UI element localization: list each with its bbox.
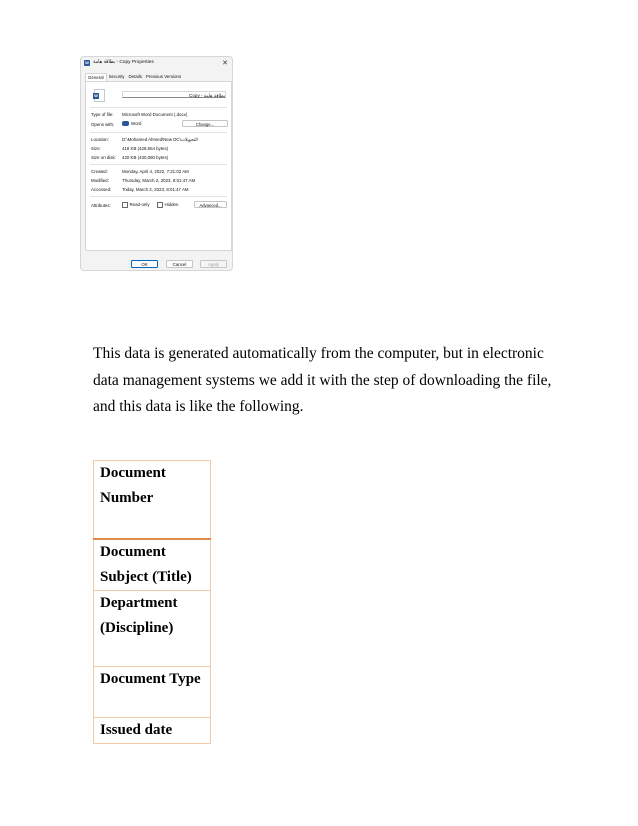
accessed-label: Accessed:: [91, 187, 112, 192]
table-row: [94, 666, 211, 717]
size-on-disk-value: 420 KB (430,080 bytes): [122, 155, 169, 160]
type-of-file-label: Type of file:: [91, 112, 114, 117]
size-label: Size:: [91, 146, 101, 151]
table-cell: Document Number: [94, 461, 211, 539]
attributes-label: Attributes:: [91, 203, 111, 208]
table-cell: Document Type: [94, 666, 211, 717]
location-label: Location:: [91, 137, 109, 142]
table-row: [94, 590, 211, 666]
location-value: D:\Mohamed Ahmed\New DC\التحويلات: [122, 137, 198, 142]
ok-button[interactable]: OK: [131, 260, 158, 268]
table-row: [94, 717, 211, 743]
tab-general[interactable]: General: [85, 73, 107, 81]
close-icon[interactable]: ✕: [222, 59, 228, 67]
file-name-input[interactable]: بطاقة هامة - Copy: [122, 91, 226, 98]
table-cell: Issued date: [94, 717, 211, 743]
opens-with-value: [122, 121, 141, 126]
table-row: [94, 461, 211, 539]
created-value: Monday, April 4, 2022, 7:21:02 AM: [122, 169, 189, 174]
apply-button[interactable]: Apply: [200, 260, 227, 268]
file-properties-dialog: [80, 56, 233, 271]
document-metadata-table: [93, 460, 211, 744]
body-paragraph: This data is generated automatically from the computer, but in electronic data management systems we add it with the step of downloading the file, and this data is like the following.: [93, 345, 552, 415]
word-app-icon: W: [85, 60, 89, 65]
size-value: 418 KB (428,554 bytes): [122, 146, 169, 151]
tab-details[interactable]: Details: [128, 74, 142, 79]
hidden-checkbox[interactable]: [157, 202, 178, 208]
read-only-checkbox[interactable]: [122, 202, 150, 208]
table-row: [94, 539, 211, 591]
cancel-button[interactable]: Cancel: [166, 260, 193, 268]
word-badge-icon: W: [94, 93, 98, 98]
table-cell: Department (Discipline): [94, 590, 211, 666]
read-only-label: Read-only: [129, 202, 150, 208]
checkbox-icon[interactable]: [122, 202, 128, 208]
dialog-tabs: [85, 73, 183, 81]
opens-with-label: Opens with:: [91, 122, 115, 127]
hidden-label: Hidden: [164, 202, 179, 208]
divider: [90, 196, 227, 197]
accessed-value: Today, March 2, 2023, 8:01:47 AM: [122, 187, 189, 192]
size-on-disk-label: Size on disk:: [91, 155, 116, 160]
divider: [90, 107, 227, 108]
type-of-file-value: Microsoft Word Document (.docx): [122, 112, 188, 117]
created-label: Created:: [91, 169, 108, 174]
general-panel: [85, 81, 232, 251]
tab-previous-versions[interactable]: Previous Versions: [145, 74, 182, 79]
advanced-button[interactable]: Advanced...: [194, 201, 227, 208]
word-document-icon: [94, 89, 105, 102]
checkbox-icon[interactable]: [157, 202, 163, 208]
modified-value: Thursday, March 2, 2023, 8:01:47 AM: [122, 178, 196, 183]
change-button[interactable]: Change...: [182, 120, 228, 127]
table-cell: Document Subject (Title): [94, 539, 211, 591]
divider: [90, 164, 227, 165]
tab-security[interactable]: Security: [108, 74, 125, 79]
word-icon: [122, 121, 129, 126]
dialog-title: بطاقة هامة - Copy Properties: [93, 60, 154, 65]
modified-label: Modified:: [91, 178, 109, 183]
divider: [90, 132, 227, 133]
dialog-titlebar: [81, 57, 232, 69]
opens-with-app: Word: [131, 121, 142, 126]
